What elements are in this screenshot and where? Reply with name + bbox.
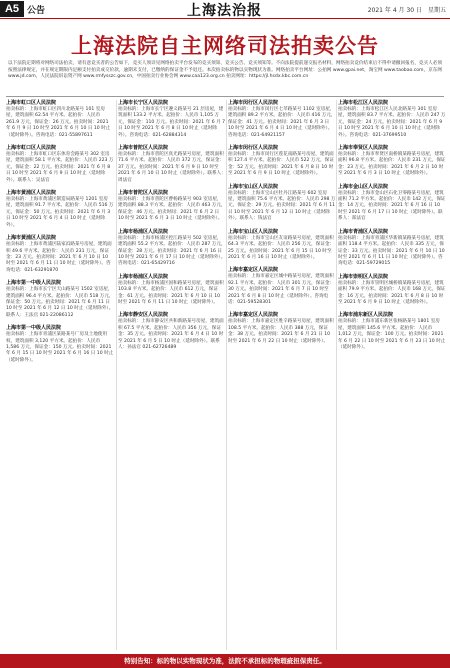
section-label: 公告: [27, 6, 46, 16]
court-name: 上海市普陀区人民法院: [118, 190, 169, 197]
notice-body: 拍卖标的：上海市长宁区遵义路某号 21 层房屋，建筑面积 133.2 平方米。起拍价：人民币 1,105 万元，保证金：110 万元。拍卖时间：2021 年 6 月 7 日 10 时至 2021 年 6 月 8 日 10 时止（延时除外）。咨询电话：021-62884314: [118, 107, 226, 138]
notice-body: 拍卖标的：上海市松江区人民北路某号 301 室房屋，建筑面积 83.7 平方米。起拍价：人民币 247 万元，保证金：24 万元。拍卖时间：2021 年 6 月 9 日 10 时至 2021 年 6 月 10 日 10 时止（延时除外）。咨询电话：021-37699510: [338, 107, 446, 138]
auction-notice: [338, 145, 446, 178]
auction-notice: [6, 325, 114, 364]
court-name: 上海市嘉定区人民法院: [228, 312, 279, 319]
column-4: [338, 100, 446, 357]
notice-body: 拍卖标的：上海市闵行区莲花南路某号房屋，建筑面积 127.4 平方米。起拍价：人民币 522 万元，保证金：52 万元。拍卖时间：2021 年 6 月 8 日 10 时至 2021 年 6 月 9 日 10 时止（延时除外）。: [228, 152, 334, 177]
dateline: 2021 年 4 月 30 日 星期五: [367, 7, 446, 14]
court-name: 上海市松江区人民法院: [338, 100, 389, 106]
column-divider: [336, 100, 337, 650]
column-1: [6, 100, 114, 370]
court-name: 上海市浦东新区人民法院: [338, 312, 394, 319]
notice-body: 拍卖标的：上海市普陀区真光路某号房屋，建筑面积 71.6 平方米。起拍价：人民币 372 万元，保证金：37 万元。拍卖时间：2021 年 6 月 9 日 10 时至 2021 年 6 月 10 日 10 时止（延时除外）。联系人：周法官: [118, 152, 226, 183]
auction-notice: [338, 100, 446, 139]
auction-notice: [228, 312, 336, 345]
court-name: 上海市杨浦区人民法院: [118, 228, 169, 235]
auction-notice: [228, 100, 336, 139]
notice-body: 拍卖标的：上海市嘉定区胜辛路某号房屋，建筑面积 108.5 平方米。起拍价：人民币 388 万元，保证金：38 万元。拍卖时间：2021 年 6 月 21 日 10 时至 2021 年 6 月 22 日 10 时止（延时除外）。: [228, 319, 334, 344]
auction-notice: [228, 184, 336, 223]
court-name: 上海市青浦区人民法院: [338, 228, 389, 235]
column-divider: [116, 100, 117, 650]
notice-body: 拍卖标的：上海市黄浦区陆家浜路某号房屋，建筑面积 49.6 平方米。起拍价：人民币 231 万元，保证金：23 万元。拍卖时间：2021 年 6 月 10 日 10 时至 2021 年 6 月 11 日 10 时止（延时除外）。咨询电话：021-63291870: [6, 242, 112, 273]
intro-paragraph: 以下法院定期将对网络司法拍卖，请有意竞买者的公告如下，竞买人须详见网络拍卖平台发布的竞买须知、竞买公告、竞买须知等。不向法院提前递交报名材料，网络拍卖竞价结束后不得申请撤回报名，竞买人必须按照法律规定，并在规定期限内足额支付拍卖成交价款，逾期未支付，已缴纳的保证金不予退还。本次拍卖标的物以实物现状为准。网络拍卖平台网址：公拍网 www.gpai.net，淘宝网 www.taobao.com，京东网 www.jd.com，人民法院诉讼资产网 www.rmfysszc.gov.cn，中国拍卖行业协会网 www.caa123.org.cn 拍卖网址：https://jl.hsdx.kbc.com.cn: [8, 61, 442, 80]
notice-body: 拍卖标的：上海市嘉定区城中路某号房屋，建筑面积 92.1 平方米。起拍价：人民币 301 万元，保证金：30 万元。拍卖时间：2021 年 6 月 7 日 10 时至 2021 年 6 月 8 日 10 时止（延时除外）。咨询电话：021-59528301: [228, 274, 335, 305]
column-3: [228, 100, 336, 351]
page-number: A5: [0, 1, 24, 17]
notice-body: 拍卖标的：上海市闵行区七莘路某号 1102 室房屋，建筑面积 89.2 平方米。起拍价：人民币 416 万元，保证金：41 万元。拍卖时间：2021 年 6 月 3 日 10 时至 2021 年 6 月 4 日 10 时止（延时除外）。咨询电话：021-64921157: [228, 107, 336, 138]
notice-body: 拍卖标的：上海市浦东新区张杨路某号 1801 室房屋，建筑面积 145.6 平方米。起拍价：人民币 1,012 万元，保证金：100 万元。拍卖时间：2021 年 6 月 22 日 10 时至 2021 年 6 月 23 日 10 时止（延时除外）。: [338, 319, 446, 350]
auction-notice: [338, 312, 446, 351]
court-name: 上海市闵行区人民法院: [228, 100, 279, 106]
auction-notice: [6, 100, 114, 139]
auction-notice: [338, 184, 446, 223]
auction-notice: [118, 145, 226, 184]
auction-notice: [6, 145, 114, 184]
auction-notice: [228, 229, 336, 262]
court-name: 上海市宝山区人民法院: [228, 228, 279, 235]
court-name: 上海市第一中级人民法院: [6, 280, 62, 287]
column-2: [118, 100, 226, 357]
court-name: 上海市嘉定区人民法院: [228, 267, 279, 274]
notice-body: 拍卖标的：上海市奉贤区南桥镇某路某号房屋，建筑面积 96.8 平方米。起拍价：人民币 231 万元，保证金：23 万元。拍卖时间：2021 年 6 月 2 日 10 时至 2021 年 6 月 3 日 10 时止（延时除外）。: [338, 152, 446, 177]
court-name: 上海市奉贤区人民法院: [338, 145, 389, 152]
auction-notice: [338, 274, 446, 307]
notice-body: 拍卖标的：上海市长宁区天山路某号 1502 室房屋，建筑面积 96.4 平方米。起拍价：人民币 518 万元，保证金：50 万元。拍卖时间：2021 年 6 月 11 日 10 时至 2021 年 6 月 12 日 10 时止（延时除外）。联系人：王法官 021-22086112: [6, 287, 114, 318]
court-name: 上海市普陀区人民法院: [118, 145, 169, 152]
court-name: 上海市第一中级人民法院: [6, 325, 62, 332]
auction-notice: [118, 100, 226, 139]
notice-body: 拍卖标的：上海市虹口区四川北路某号 101 室房屋，建筑面积 62.54 平方米。起拍价：人民币 261.9 万元，保证金：26 万元。拍卖时间：2021 年 6 月 9 日 10 时至 2021 年 6 月 10 日 10 时止（延时除外）。咨询电话：021-55897611: [6, 107, 111, 138]
notice-body: 拍卖标的：上海市静安区共和新路某号房屋，建筑面积 67.5 平方米。起拍价：人民币 356 万元，保证金：35 万元。拍卖时间：2021 年 6 月 4 日 10 时至 2021 年 6 月 5 日 10 时止（延时除外）。联系人：孙法官 021-62726489: [118, 319, 224, 350]
masthead: [0, 0, 450, 19]
column-divider: [226, 100, 227, 650]
auction-notice: [118, 190, 226, 223]
notice-body: 拍卖标的：上海市青浦区华新镇某路某号房屋，建筑面积 118.4 平方米。起拍价：人民币 335 万元，保证金：33 万元。拍卖时间：2021 年 6 月 10 日 10 时至 2021 年 6 月 11 日 10 时止（延时除外）。咨询电话：021-59729015: [338, 235, 445, 267]
court-name: 上海市宝山区人民法院: [228, 183, 279, 190]
notice-body: 拍卖标的：上海市普陀区曹杨路某号 903 室房屋，建筑面积 88.3 平方米。起拍价：人民币 463 万元，保证金：46 万元。拍卖时间：2021 年 6 月 2 日 10 时至 2021 年 6 月 3 日 10 时止（延时除外）。: [118, 197, 226, 222]
court-name: 上海市杨浦区人民法院: [118, 273, 169, 280]
notice-body: 拍卖标的：上海市黄浦区制造局路某号 1201 室房屋，建筑面积 91.7 平方米。起拍价：人民币 516 万元，保证金：50 万元。拍卖时间：2021 年 6 月 3 日 10 时至 2021 年 6 月 4 日 10 时止（延时除外）。: [6, 197, 114, 228]
court-name: 上海市金山区人民法院: [338, 183, 389, 190]
auction-notice: [228, 267, 336, 306]
notice-body: 拍卖标的：上海市杨浦区控江路某号 502 室房屋，建筑面积 55.2 平方米。起拍价：人民币 287 万元，保证金：28 万元。拍卖时间：2021 年 6 月 16 日 10 时至 2021 年 6 月 17 日 10 时止（延时除外）。咨询电话：021-65429716: [118, 235, 226, 267]
court-name: 上海市黄浦区人民法院: [6, 235, 57, 242]
auction-notice: [228, 145, 336, 178]
court-name: 上海市长宁区人民法院: [118, 100, 169, 106]
auction-notice: [118, 229, 226, 268]
notice-body: 拍卖标的：上海市金山区石化卫零路某号房屋，建筑面积 71.2 平方米。起拍价：人民币 142 万元，保证金：14 万元。拍卖时间：2021 年 6 月 16 日 10 时至 2021 年 6 月 17 日 10 时止（延时除外）。联系人：郑法官: [338, 190, 446, 222]
auction-notice: [118, 312, 226, 351]
page-title: 上海法院自主网络司法拍卖公告: [71, 34, 379, 58]
auction-notice: [338, 229, 446, 268]
auction-notice: [6, 235, 114, 274]
court-name: 上海市黄浦区人民法院: [6, 190, 57, 197]
footer-notice: 特别告知：标的物以实物现状为准，法院不承担标的物瑕疵担保责任。: [0, 654, 450, 668]
notice-body: 拍卖标的：上海市崇明区城桥镇某路某号房屋，建筑面积 79.9 平方米。起拍价：人民币 168 万元，保证金：16 万元。拍卖时间：2021 年 6 月 8 日 10 时至 2021 年 6 月 9 日 10 时止（延时除外）。: [338, 280, 446, 305]
court-name: 上海市虹口区人民法院: [6, 100, 57, 106]
notice-body: 拍卖标的：上海市宝山区牡丹江路某号 602 室房屋，建筑面积 75.6 平方米。起拍价：人民币 298 万元，保证金：29 万元。拍卖时间：2021 年 6 月 11 日 10 时至 2021 年 6 月 12 日 10 时止（延时除外）。联系人：钱法官: [228, 190, 336, 222]
auction-notice: [6, 280, 114, 319]
auction-notice: [118, 274, 226, 307]
notice-body: 拍卖标的：上海市杨浦区国和路某号房屋，建筑面积 103.8 平方米。起拍价：人民币 612 万元，保证金：61 万元。拍卖时间：2021 年 6 月 10 日 10 时至 2021 年 6 月 11 日 10 时止（延时除外）。: [118, 280, 224, 305]
divider: [6, 96, 444, 97]
court-name: 上海市静安区人民法院: [118, 312, 169, 319]
court-name: 上海市崇明区人民法院: [338, 273, 389, 280]
auction-notice: [6, 190, 114, 229]
court-name: 上海市虹口区人民法院: [6, 145, 57, 152]
court-name: 上海市闵行区人民法院: [228, 145, 279, 152]
notice-body: 拍卖标的：上海市青浦区某路某号厂房及土地使用权，建筑面积 3,120 平方米。起拍价：人民币 1,586 万元，保证金：150 万元。拍卖时间：2021 年 6 月 15 日 10 时至 2021 年 6 月 16 日 10 时止（延时除外）。: [6, 332, 114, 363]
notice-body: 拍卖标的：上海市宝山区友谊路某号房屋，建筑面积 64.3 平方米。起拍价：人民币 256 万元，保证金：25 万元。拍卖时间：2021 年 6 月 15 日 10 时至 2021 年 6 月 16 日 10 时止（延时除外）。: [228, 235, 335, 260]
newspaper-name: 上海法治报: [187, 3, 262, 19]
notice-body: 拍卖标的：上海市虹口区东体育会路某号 302 室房屋，建筑面积 58.1 平方米。起拍价：人民币 223 万元，保证金：22 万元。拍卖时间：2021 年 6 月 8 日 10 时至 2021 年 6 月 9 日 10 时止（延时除外）。联系人：吴法官: [6, 152, 114, 183]
